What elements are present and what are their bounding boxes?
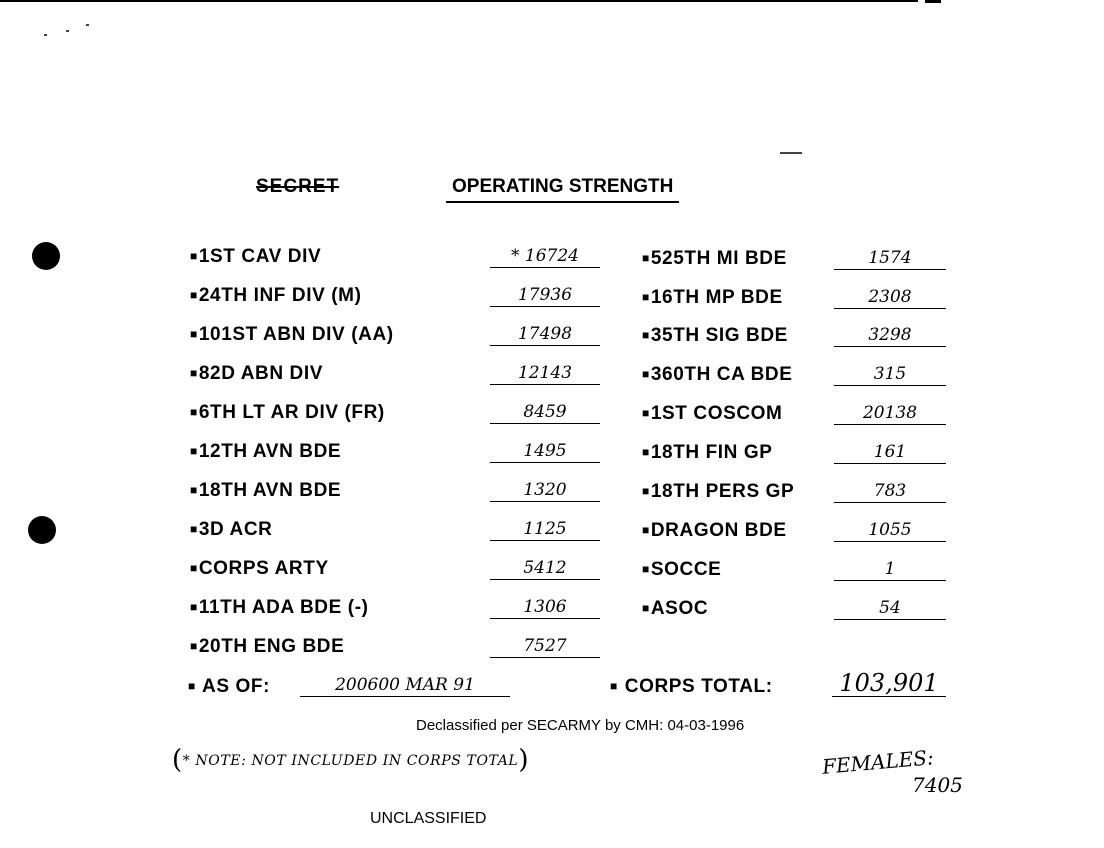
unit-strength: 17498: [490, 323, 600, 346]
unit-label: ■DRAGON BDE: [642, 520, 787, 541]
unit-label: ■11TH ADA BDE (-): [190, 597, 369, 618]
unit-strength: 7527: [490, 635, 600, 658]
scan-speck: [44, 34, 47, 36]
unit-label: ■18TH FIN GP: [642, 442, 773, 463]
unit-label: ■ASOC: [642, 598, 709, 619]
corps-total-value: 103,901: [832, 670, 946, 697]
unit-strength: 1574: [834, 247, 946, 270]
unit-strength: 12143: [490, 362, 600, 385]
declassification-stamp: Declassified per SECARMY by CMH: 04-03-1996: [416, 717, 745, 734]
scan-speck: [780, 152, 802, 154]
unit-strength: 8459: [490, 401, 600, 424]
unit-strength: 1055: [834, 519, 946, 542]
unit-label: ■SOCCE: [642, 559, 722, 580]
scan-speck: [66, 30, 69, 32]
unit-label: ■35TH SIG BDE: [642, 325, 788, 346]
unit-strength: 20138: [834, 402, 946, 425]
scan-speck: [86, 24, 89, 26]
unit-strength: 2308: [834, 286, 946, 309]
struck-classification: SECRET: [256, 176, 340, 197]
females-value: 7405: [912, 773, 963, 797]
corps-total-label: ■ CORPS TOTAL:: [610, 676, 773, 697]
unit-label: ■16TH MP BDE: [642, 287, 783, 308]
unit-strength: 3298: [834, 324, 946, 347]
punch-hole: [32, 242, 60, 270]
unit-label: ■525TH MI BDE: [642, 248, 787, 269]
unit-label: ■6TH LT AR DIV (FR): [190, 402, 385, 423]
unit-label: ■1ST COSCOM: [642, 403, 783, 424]
unit-label: ■24TH INF DIV (M): [190, 285, 362, 306]
unit-strength: 1306: [490, 596, 600, 619]
unit-strength: 315: [834, 363, 946, 386]
page-title: OPERATING STRENGTH: [446, 176, 679, 203]
unit-label: ■101ST ABN DIV (AA): [190, 324, 394, 345]
footer-classification: UNCLASSIFIED: [370, 810, 487, 827]
unit-strength: 1320: [490, 479, 600, 502]
top-border-mark: [925, 0, 941, 3]
handwritten-note: (* NOTE: NOT INCLUDED IN CORPS TOTAL): [172, 745, 530, 775]
unit-strength: * 16724: [490, 245, 600, 268]
unit-strength: 783: [834, 480, 946, 503]
as-of-label: ■ AS OF:: [188, 676, 271, 697]
unit-label: ■CORPS ARTY: [190, 558, 329, 579]
females-label: FEMALES:: [821, 745, 935, 779]
top-border-line: [0, 0, 918, 2]
unit-label: ■1ST CAV DIV: [190, 246, 322, 267]
unit-label: ■82D ABN DIV: [190, 363, 324, 384]
unit-label: ■360TH CA BDE: [642, 364, 793, 385]
as-of-value: 200600 MAR 91: [300, 674, 510, 697]
unit-label: ■20TH ENG BDE: [190, 636, 345, 657]
unit-strength: 17936: [490, 284, 600, 307]
unit-strength: 1495: [490, 440, 600, 463]
unit-label: ■18TH AVN BDE: [190, 480, 342, 501]
unit-strength: 1: [834, 558, 946, 581]
unit-strength: 1125: [490, 518, 600, 541]
unit-label: ■3D ACR: [190, 519, 273, 540]
unit-strength: 161: [834, 441, 946, 464]
unit-strength: 54: [834, 597, 946, 620]
punch-hole: [28, 516, 56, 544]
unit-strength: 5412: [490, 557, 600, 580]
unit-label: ■18TH PERS GP: [642, 481, 795, 502]
unit-label: ■12TH AVN BDE: [190, 441, 342, 462]
